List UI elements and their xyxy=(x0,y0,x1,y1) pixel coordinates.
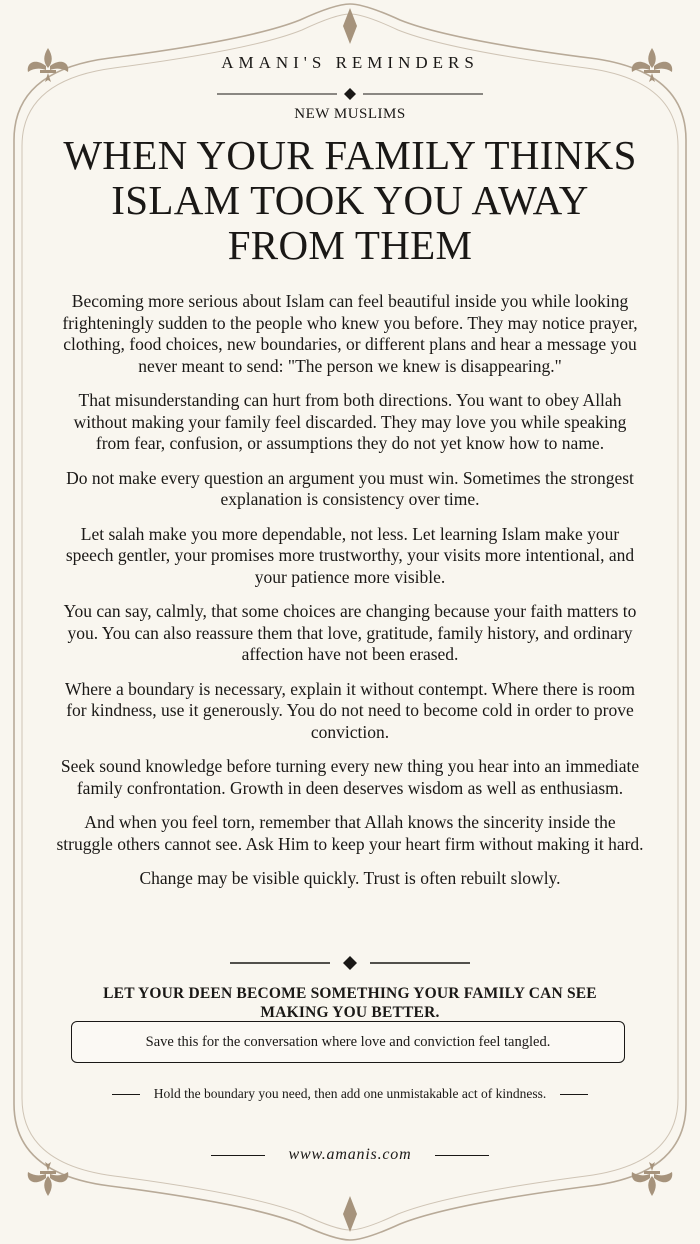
section-divider xyxy=(230,956,470,970)
diamond-icon xyxy=(343,1196,357,1232)
page-title: WHEN YOUR FAMILY THINKS ISLAM TOOK YOU AWAY FROM THEM xyxy=(63,132,637,268)
paragraph: That misunderstanding can hurt from both directions. You want to obey Allah without making your family feel discarded. They may love you while speaking from fear, confusion, or assumptions they do not yet know how to name. xyxy=(73,390,627,453)
tip-text: Hold the boundary you need, then add one unmistakable act of kindness. xyxy=(153,1086,547,1101)
paragraph: Where a boundary is necessary, explain it without contempt. Where there is room for kindness, use it generously. You do not need to become cold in order to prove conviction. xyxy=(64,678,636,742)
diamond-icon xyxy=(343,8,357,44)
paragraph: You can say, calmly, that some choices are changing because your faith matters to you. You can also reassure them that love, gratitude, family history, and ordinary affection have not been erased. xyxy=(63,601,637,664)
paragraph: Let salah make you more dependable, not less. Let learning Islam make your speech gentler, your promises more trustworthy, your visits more intentional, and your patience more visible. xyxy=(65,523,635,587)
paragraph: Seek sound knowledge before turning every new thing you hear into an immediate family confrontation. Growth in deen deserves wisdom as well as enthusiasm. xyxy=(60,756,640,798)
tip-line xyxy=(60,1086,640,1102)
takeaway-heading: LET YOUR DEEN BECOME SOMETHING YOUR FAMILY CAN SEE MAKING YOU BETTER. xyxy=(103,985,597,1021)
tip-dash-left xyxy=(112,1094,140,1095)
brand-name: AMANI'S REMINDERS xyxy=(221,53,479,72)
tip-dash-right xyxy=(560,1094,588,1095)
fleur-de-lis-icon xyxy=(632,1162,673,1196)
paragraph: And when you feel torn, remember that Allah knows the sincerity inside the struggle others cannot see. Ask Him to keep your heart firm without making it hard. xyxy=(56,812,644,854)
paragraph: Becoming more serious about Islam can feel beautiful inside you while looking frighteningly sudden to the people who knew you before. They may notice prayer, clothing, food choices, new boundaries, or different plans and hear a message you never meant to send: "The person we knew is disappearing." xyxy=(62,291,638,376)
brand-divider xyxy=(217,88,483,100)
footer xyxy=(0,1146,700,1164)
paragraph: Do not make every question an argument you must win. Sometimes the strongest explanation is consistency over time. xyxy=(66,467,634,509)
diamond-icon xyxy=(344,88,356,100)
footer-line-right xyxy=(435,1155,489,1156)
paragraph: Change may be visible quickly. Trust is often rebuilt slowly. xyxy=(139,868,561,888)
diamond-icon xyxy=(343,956,357,970)
footer-line-left xyxy=(211,1155,265,1156)
body-text xyxy=(56,291,644,903)
save-note-box xyxy=(71,1021,625,1063)
footer-url[interactable]: www.amanis.com xyxy=(288,1146,412,1163)
fleur-de-lis-icon xyxy=(28,1162,69,1196)
category-label: NEW MUSLIMS xyxy=(294,106,406,122)
save-note-text: Save this for the conversation where love and conviction feel tangled. xyxy=(145,1033,551,1050)
